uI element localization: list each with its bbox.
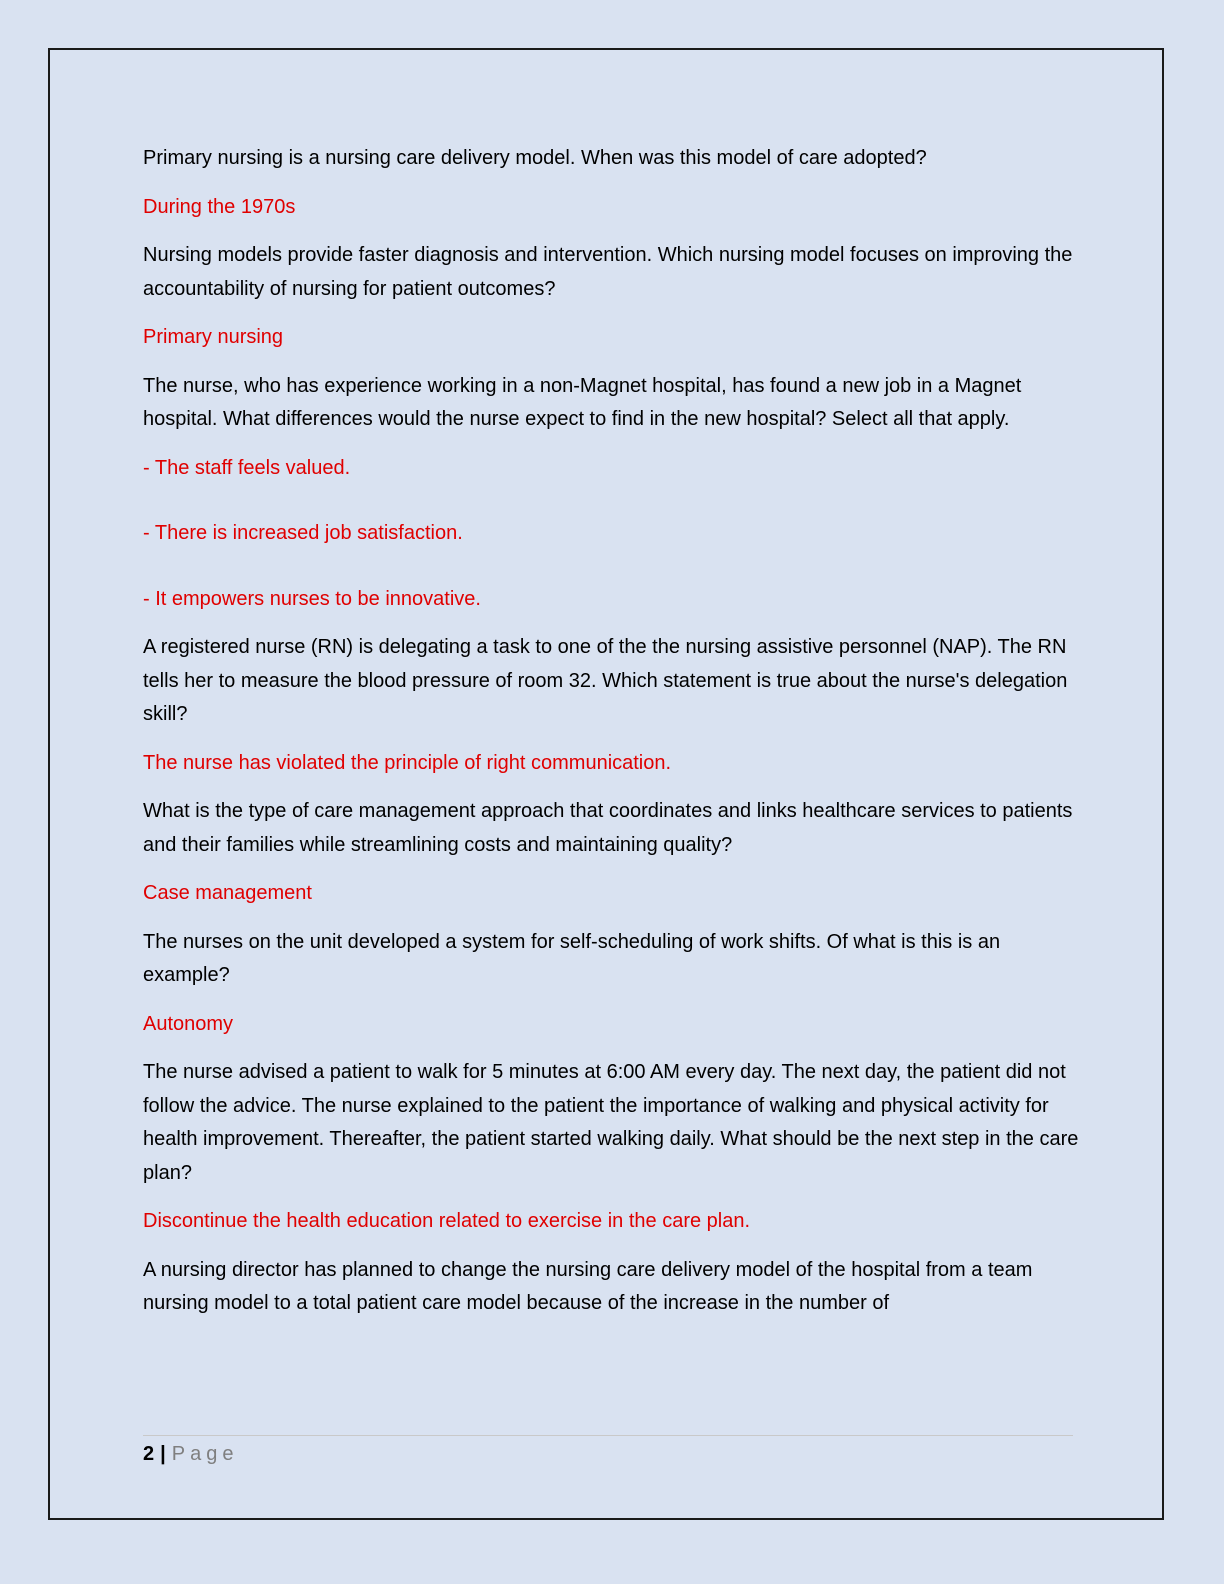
answer-list-item: - It empowers nurses to be innovative.	[143, 587, 481, 610]
answer-list-item: - The staff feels valued.	[143, 456, 351, 479]
question-text: The nurse, who has experience working in a non-Magnet hospital, has found a new job in a Magnet hospital. What differences would the nurse expect to find in the new hospital? Select all that apply.	[143, 374, 1022, 430]
answer-text: The nurse has violated the principle of right communication.	[143, 751, 672, 774]
page-number: 2	[143, 1443, 155, 1465]
footer-divider	[143, 1435, 1073, 1436]
answer-text: Primary nursing	[143, 326, 284, 348]
answer-text: Case management	[143, 882, 312, 904]
page-footer	[143, 1440, 238, 1468]
question-text: Primary nursing is a nursing care delivery model. When was this model of care adopted?	[143, 147, 927, 169]
page-label: Page	[171, 1443, 239, 1465]
answer-text: Discontinue the health education related to exercise in the care plan.	[143, 1210, 751, 1232]
document-body	[143, 142, 1083, 1336]
footer-separator: |	[160, 1443, 166, 1465]
question-text: The nurse advised a patient to walk for 5 minutes at 6:00 AM every day. The next day, the patient did not follow the advice. The nurse explained to the patient the importance of walking and physical activity for health improvement. Thereafter, the patient started walking daily. What should be the next step in the care plan?	[143, 1061, 1079, 1184]
question-text: Nursing models provide faster diagnosis and intervention. Which nursing model focuses on improving the accountability of nursing for patient outcomes?	[143, 244, 1073, 300]
question-text: What is the type of care management approach that coordinates and links healthcare services to patients and their families while streamlining costs and maintaining quality?	[143, 800, 1073, 856]
answer-list-item: - There is increased job satisfaction.	[143, 522, 463, 544]
question-text: A registered nurse (RN) is delegating a task to one of the the nursing assistive personnel (NAP). The RN tells her to measure the blood pressure of room 32. Which statement is true about the nurse's delegation skill?	[143, 636, 1068, 725]
question-text: The nurses on the unit developed a system for self-scheduling of work shifts. Of what is this is an example?	[143, 930, 1001, 986]
answer-text: Autonomy	[143, 1012, 234, 1035]
question-text: A nursing director has planned to change the nursing care delivery model of the hospital from a team nursing model to a total patient care model because of the increase in the number of	[143, 1258, 1033, 1314]
answer-text: During the 1970s	[143, 195, 296, 218]
